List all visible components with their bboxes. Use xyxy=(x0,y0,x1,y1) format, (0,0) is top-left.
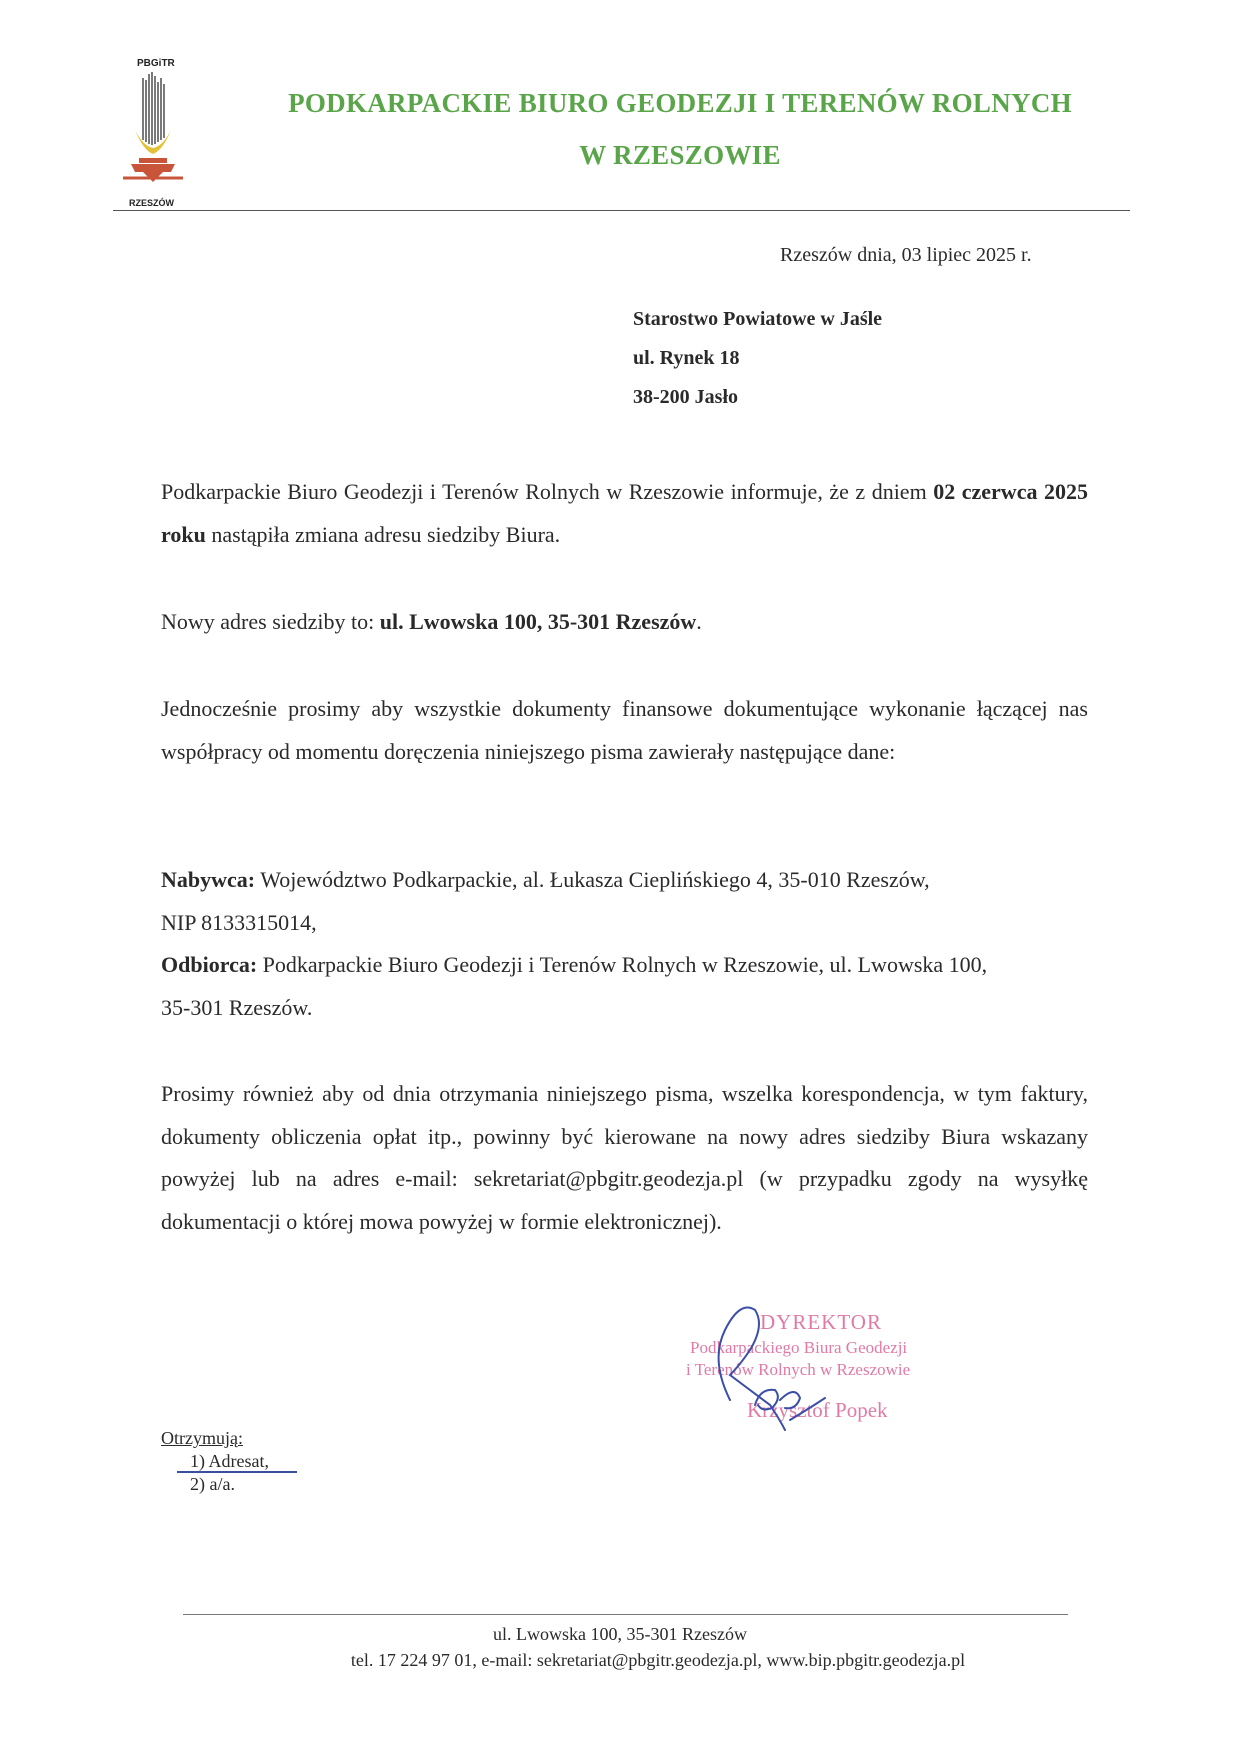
stamp-title: DYREKTOR xyxy=(760,1310,882,1334)
recipient-underline xyxy=(177,1471,297,1473)
paragraph-buyer-receiver xyxy=(161,859,1088,1029)
organization-logo xyxy=(115,58,195,208)
stamp-office-line2: i Terenów Rolnych w Rzeszowie xyxy=(686,1360,911,1379)
footer-contact: tel. 17 224 97 01, e-mail: sekretariat@pbgitr.geodezja.pl, www.bip.pbgitr.geodezja.pl xyxy=(350,1650,966,1670)
paragraph-new-address: Nowy adres siedziby to: ul. Lwowska 100, 35-301 Rzeszów. xyxy=(161,609,702,634)
recipients-list-title: Otrzymują: xyxy=(161,1428,243,1448)
letter-date: Rzeszów dnia, 03 lipiec 2025 r. xyxy=(780,244,1032,266)
handwritten-signature xyxy=(670,1280,970,1440)
logo-bottom-text: RZESZÓW xyxy=(129,198,174,208)
buyer-line: Nabywca: Województwo Podkarpackie, al. Łukasza Cieplińskiego 4, 35-010 Rzeszów, xyxy=(161,867,930,892)
logo-top-text: PBGiTR xyxy=(137,58,175,69)
footer-divider xyxy=(183,1614,1068,1615)
header-divider xyxy=(113,210,1130,211)
paragraph-financial-documents: Jednocześnie prosimy aby wszystkie dokumenty finansowe dokumentujące wykonanie łączącej nas współpracy od momentu doręczenia niniejszego pisma zawierały następujące dane: xyxy=(161,696,1088,764)
recipients-list-item: 2) a/a. xyxy=(190,1474,235,1494)
receiver-line: Odbiorca: Podkarpackie Biuro Geodezji i Terenów Rolnych w Rzeszowie, ul. Lwowska 100, xyxy=(161,952,988,977)
stamp-director-name: Krzysztof Popek xyxy=(747,1398,888,1422)
organization-name-line1: PODKARPACKIE BIURO GEODEZJI I TERENÓW ROLNYCH xyxy=(288,88,1072,118)
buyer-nip: NIP 8133315014, xyxy=(161,909,317,935)
logo-emblem-icon xyxy=(115,70,195,200)
paragraph-address-change: Podkarpackie Biuro Geodezji i Terenów Rolnych w Rzeszowie informuje, że z dniem 02 czerwca 2025 roku nastąpiła zmiana adresu siedziby Biura. xyxy=(161,479,1088,547)
recipient-street: ul. Rynek 18 xyxy=(633,347,740,369)
paragraph-correspondence: Prosimy również aby od dnia otrzymania niniejszego pisma, wszelka korespondencja, w tym faktury, dokumenty obliczenia opłat itp., powinny być kierowane na nowy adres siedziby Biura wskazany powyżej lub na adres e-mail: sekretariat@pbgitr.geodezja.pl (w przypadku zgody na wysyłkę dokumentacji o której mowa powyżej w formie elektronicznej). xyxy=(161,1081,1088,1234)
recipients-list-item: 1) Adresat, xyxy=(190,1451,269,1471)
recipient-city: 38-200 Jasło xyxy=(633,386,738,408)
stamp-office-line1: Podkarpackiego Biura Geodezji xyxy=(690,1338,908,1357)
footer-address: ul. Lwowska 100, 35-301 Rzeszów xyxy=(493,1624,747,1644)
recipient-name: Starostwo Powiatowe w Jaśle xyxy=(633,308,883,330)
receiver-address: 35-301 Rzeszów. xyxy=(161,994,313,1020)
organization-name-line2: W RZESZOWIE xyxy=(579,140,781,170)
